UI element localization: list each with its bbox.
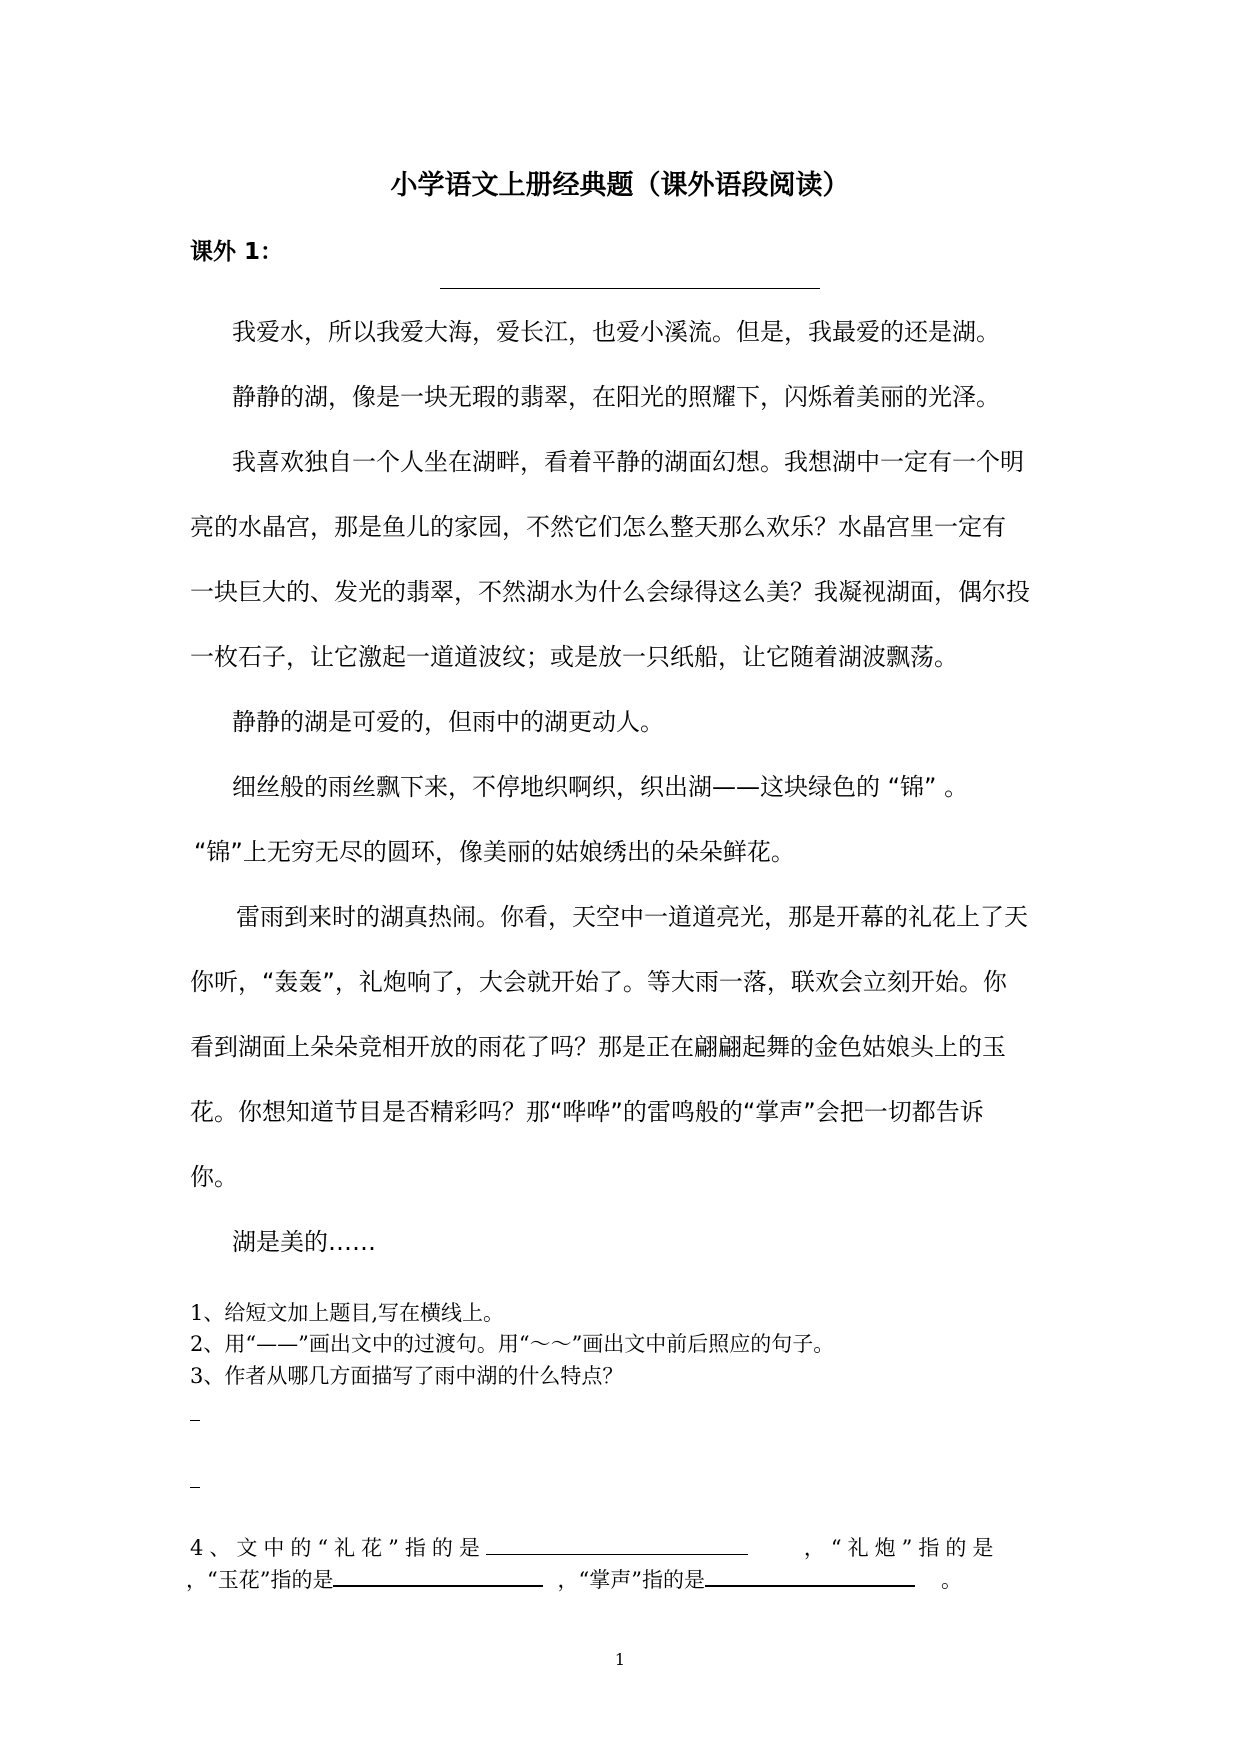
question-3: 3、作者从哪几方面描写了雨中湖的什么特点？ bbox=[190, 1364, 624, 1388]
question-1: 1、给短文加上题目,写在横线上。 bbox=[190, 1301, 505, 1325]
passage-line: 看到湖面上朵朵竞相开放的雨花了吗？那是正在翩翩起舞的金色姑娘头上的玉 bbox=[190, 1033, 1006, 1061]
question-2: 2、用“——”画出文中的过渡句。用“～～”画出文中前后照应的句子。 bbox=[190, 1332, 835, 1356]
passage-line: 静静的湖是可爱的，但雨中的湖更动人。 bbox=[232, 708, 664, 736]
answer-blank-zhangsheng[interactable] bbox=[705, 1585, 915, 1587]
passage-line: 雷雨到来时的湖真热闹。你看，天空中一道道亮光，那是开幕的礼花上了天 bbox=[236, 903, 1028, 931]
question-4-text: ，“玉花”指的是 bbox=[186, 1568, 334, 1592]
passage-line: 一枚石子，让它激起一道道波纹；或是放一只纸船，让它随着湖波飘荡。 bbox=[190, 643, 958, 671]
question-4-text: ，“礼炮”指的是 bbox=[803, 1536, 1000, 1560]
question-4-text: 4、文中的“礼花”指的是 bbox=[190, 1536, 486, 1560]
passage-line: 一块巨大的、发光的翡翠，不然湖水为什么会绿得这么美？我凝视湖面，偶尔投 bbox=[190, 578, 1030, 606]
passage-line: 我爱水，所以我爱大海，爱长江，也爱小溪流。但是，我最爱的还是湖。 bbox=[232, 318, 1000, 346]
passage-line: 亮的水晶宫，那是鱼儿的家园，不然它们怎么整天那么欢乐？水晶宫里一定有 bbox=[190, 513, 1006, 541]
title-answer-line bbox=[440, 288, 820, 289]
question-4-line-2 bbox=[186, 1564, 962, 1594]
answer-blank-lihua[interactable] bbox=[486, 1554, 748, 1555]
passage-line: 湖是美的…… bbox=[232, 1228, 376, 1256]
document-title: 小学语文上册经典题（课外语段阅读） bbox=[390, 170, 850, 201]
passage-line: “锦”上无穷无尽的圆环，像美丽的姑娘绣出的朵朵鲜花。 bbox=[194, 838, 795, 866]
section-label: 课外 1： bbox=[190, 239, 284, 265]
passage-line: 静静的湖，像是一块无瑕的翡翠，在阳光的照耀下，闪烁着美丽的光泽。 bbox=[232, 383, 1000, 411]
question-4-text: ，“掌声”指的是 bbox=[557, 1568, 705, 1592]
page-number: 1 bbox=[614, 1650, 626, 1669]
answer-line[interactable] bbox=[190, 1420, 200, 1421]
question-4-line-1 bbox=[190, 1532, 999, 1562]
passage-line: 花。你想知道节目是否精彩吗？那“哗哗”的雷鸣般的“掌声”会把一切都告诉 bbox=[190, 1098, 984, 1126]
passage-line: 你。 bbox=[190, 1163, 238, 1191]
answer-line[interactable] bbox=[190, 1487, 200, 1488]
passage-line: 细丝般的雨丝飘下来，不停地织啊织，织出湖——这块绿色的 “锦” 。 bbox=[232, 773, 969, 801]
question-4-text: 。 bbox=[940, 1568, 962, 1592]
passage-line: 你听，“轰轰”，礼炮响了，大会就开始了。等大雨一落，联欢会立刻开始。你 bbox=[190, 968, 1007, 996]
answer-blank-yuhua[interactable] bbox=[333, 1585, 543, 1587]
passage-line: 我喜欢独自一个人坐在湖畔，看着平静的湖面幻想。我想湖中一定有一个明 bbox=[232, 448, 1024, 476]
